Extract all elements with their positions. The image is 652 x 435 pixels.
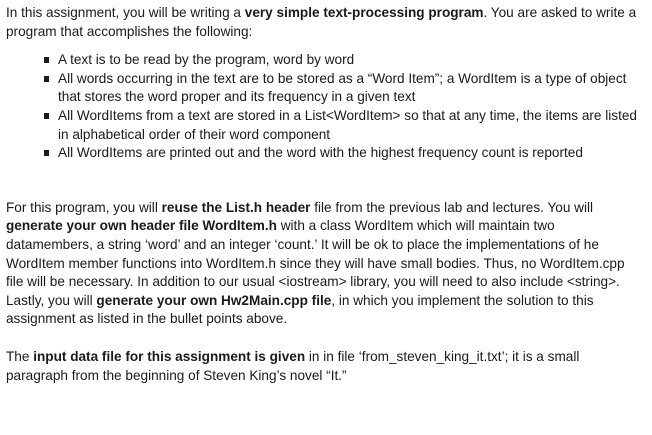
intro-paragraph <box>6 4 642 41</box>
square-bullet-icon <box>44 113 49 119</box>
requirements-list <box>6 51 642 163</box>
para2-bold-1: reuse the List.h header <box>161 199 311 215</box>
square-bullet-icon <box>44 76 49 82</box>
para3-text-2: in in file ‘from_steven_king_it.txt’; it is a small paragraph from the beginning of Steven King’s novel “It.” <box>6 348 580 383</box>
para2-text-3: with a class WordItem which will maintain two datamembers, a string ‘word’ and an integer ‘count.’ It will be ok to place the implementations of he WordItem member functions into WordItem.h since they will have small bodies. Thus, no WordItem.cpp file will be necessary. In addition to our usual <iostream> library, you will need to also include <string>. Lastly, you will <box>6 218 625 308</box>
para2-bold-3: generate your own Hw2Main.cpp file <box>96 292 332 308</box>
para2-bold-2: generate your own header file WordItem.h <box>6 218 277 234</box>
list-item <box>44 107 642 144</box>
list-item-text: All words occurring in the text are to be stored as a “Word Item”; a WordItem is a type of object that stores the word proper and its frequency in a given text <box>58 70 627 105</box>
intro-bold-1: very simple text-processing program <box>244 5 484 20</box>
intro-text-1: In this assignment, you will be writing a <box>6 5 245 20</box>
input-file-paragraph <box>6 348 642 385</box>
list-item-text: A text is to be read by the program, word by word <box>58 52 355 68</box>
para3-bold-1: input data file for this assignment is given <box>33 348 306 364</box>
square-bullet-icon <box>44 150 49 156</box>
para2-text-1: For this program, you will <box>6 199 162 215</box>
list-item-text: All WordItems are printed out and the word with the highest frequency count is reported <box>58 145 583 161</box>
instructions-paragraph <box>6 199 642 329</box>
list-item-text: All WordItems from a text are stored in a List<WordItem> so that at any time, the items are listed in alphabetical order of their word component <box>58 107 637 142</box>
intro-text-2: . You are asked to write a program that accomplishes the following: <box>6 5 637 39</box>
para2-text-4: , in which you implement the solution to this assignment as listed in the bullet points above. <box>6 292 594 327</box>
para3-text-1: The <box>6 348 34 364</box>
list-item <box>44 144 642 163</box>
square-bullet-icon <box>44 57 49 63</box>
list-item <box>44 70 642 107</box>
para2-text-2: file from the previous lab and lectures. You will <box>310 199 594 215</box>
list-item <box>44 51 642 70</box>
